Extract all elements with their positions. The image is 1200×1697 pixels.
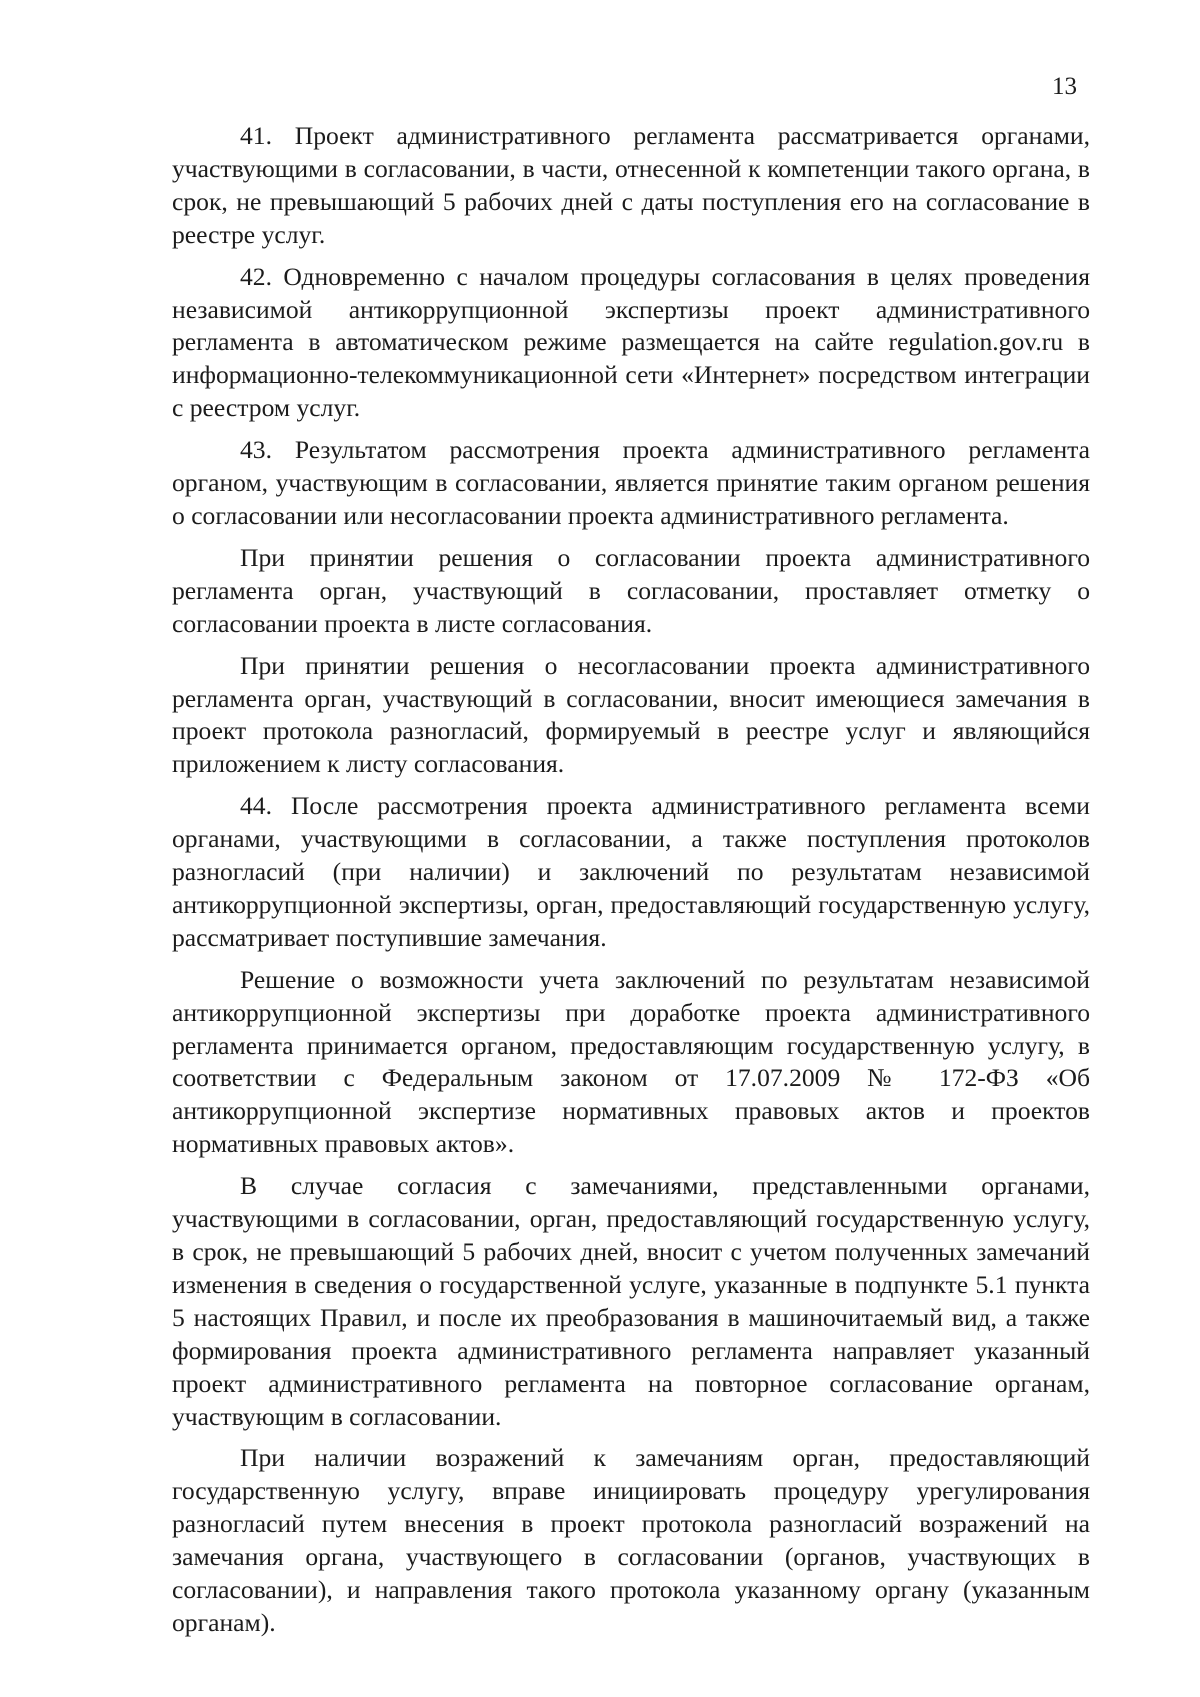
paragraph-42: 42. Одновременно с началом процедуры согласования в целях проведения независимой антикоррупционной экспертизы проект административного регламента в автоматическом режиме размещается на сайте regulation.gov.ru в информационно-телекоммуникационной сети «Интернет» посредством интеграции с реестром услуг.: [172, 261, 1090, 423]
paragraph-43-approval: При принятии решения о согласовании проекта административного регламента орган, участвующий в согласовании, проставляет отметку о согласовании проекта в листе согласования.: [172, 542, 1090, 638]
paragraph-41: 41. Проект административного регламента рассматривается органами, участвующими в согласовании, в части, отнесенной к компетенции такого органа, в срок, не превышающий 5 рабочих дней с даты поступления его на согласование в реестре услуг.: [172, 121, 1090, 249]
paragraph-43-disapproval: При принятии решения о несогласовании проекта административного регламента орган, участвующий в согласовании, вносит имеющиеся замечания в проект протокола разногласий, формируемый в реестре услуг и являющийся приложением к листу согласования.: [172, 650, 1090, 779]
paragraph-44-agreement: В случае согласия с замечаниями, представленными органами, участвующими в согласовании, орган, предоставляющий государственную услугу, в срок, не превышающий 5 рабочих дней, вносит с учетом полученных замечаний изменения в сведения о государственной услуге, указанные в подпункте 5.1 пункта 5 настоящих Правил, и после их преобразования в машиночитаемый вид, а также формирования проекта административного регламента направляет указанный проект административного регламента на повторное согласование органам, участвующим в согласовании.: [172, 1171, 1090, 1431]
paragraph-44-expertise: Решение о возможности учета заключений по результатам независимой антикоррупционной экспертизы при доработке проекта административного регламента принимается органом, предоставляющим государственную услугу, в соответствии с Федеральным законом от 17.07.2009 № 172-ФЗ «Об антикоррупционной экспертизе нормативных правовых актов и проектов нормативных правовых актов».: [172, 964, 1090, 1159]
page-number: 13: [1052, 73, 1077, 100]
document-body: [172, 120, 1090, 1640]
paragraph-44-objections: При наличии возражений к замечаниям орган, предоставляющий государственную услугу, вправе инициировать процедуру урегулирования разногласий путем внесения в проект протокола разногласий возражений на замечания органа, участвующего в согласовании (органов, участвующих в согласовании), и направления такого протокола указанному органу (указанным органам).: [172, 1443, 1090, 1637]
paragraph-44: 44. После рассмотрения проекта административного регламента всеми органами, участвующими в согласовании, а также поступления протоколов разногласий (при наличии) и заключений по результатам независимой антикоррупционной экспертизы, орган, предоставляющий государственную услугу, рассматривает поступившие замечания.: [172, 791, 1090, 952]
paragraph-43: 43. Результатом рассмотрения проекта административного регламента органом, участвующим в согласовании, является принятие таким органом решения о согласовании или несогласовании проекта административного регламента.: [172, 435, 1090, 530]
